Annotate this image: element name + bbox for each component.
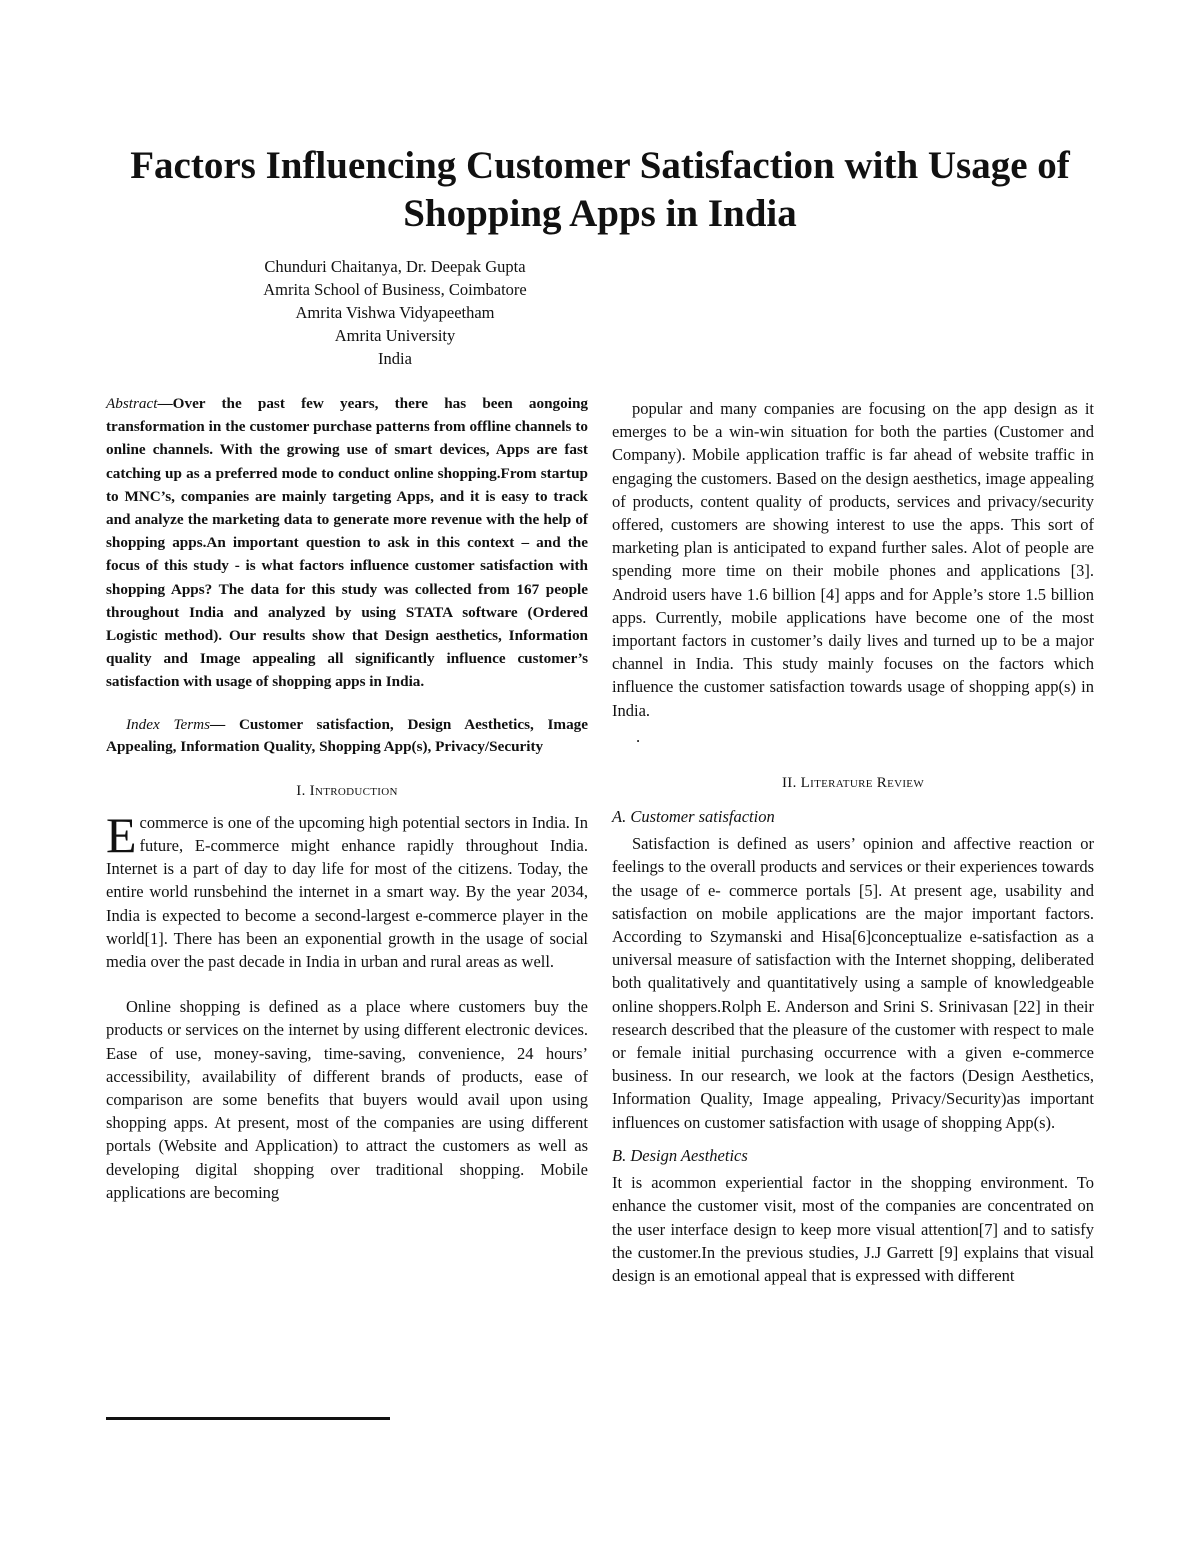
subsection-heading-customer-satisfaction: A. Customer satisfaction: [612, 807, 775, 827]
abstract: [106, 392, 588, 694]
intro-paragraph-1-text: commerce is one of the upcoming high potential sectors in India. In future, E-commerce might enhance rapidly throughout India. Internet is a part of day to day life for most of the citizens. Today, the entire world runsbehind the internet in a smart way. By the year 2034, India is expected to become a second-largest e-commerce player in the world[1]. There has been an exponential growth in the usage of social media over the past decade in India in urban and rural areas as well.: [106, 812, 588, 972]
design-aesthetics-paragraph: It is acommon experiential factor in the shopping environment. To enhance the customer visit, most of the companies are concentrated on the user interface design to keep more visual attention[7] and to satisfy the customer.In the previous studies, J.J Garrett [9] explains that visual design is an emotional appeal that is expressed with different: [612, 1173, 1094, 1285]
index-terms-body: — Customer satisfaction, Design Aesthetics, Image Appealing, Information Quality, Shopping App(s), Privacy/Security: [106, 715, 589, 755]
author-names: Chunduri Chaitanya, Dr. Deepak Gupta: [264, 257, 526, 276]
affiliation-institution: Amrita Vishwa Vidyapeetham: [295, 303, 495, 322]
section-heading-introduction: I. Introduction: [296, 782, 398, 799]
affiliation-country: India: [378, 349, 412, 368]
index-terms-label: Index Terms: [126, 715, 211, 733]
author-block: [195, 255, 595, 370]
index-terms: [106, 714, 588, 758]
left-column: [106, 392, 588, 1204]
customer-satisfaction-paragraph: Satisfaction is defined as users’ opinion and affective reaction or feelings to the overall products and services or their experiences towards the usage of e- commerce portals [5]. At present age, usability and satisfaction on mobile applications are the major important factors. According to Szymanski and Hisa[6]conceptualize e-satisfaction as a universal measure of satisfaction with the Internet shopping, deliberated both qualitatively and quantitatively using a sample of knowledgeable online shoppers.Rolph E. Anderson and Srini S. Srinivasan [22] in their research described that the pleasure of the customer with respect to male or female initial purchasing occurrence with a given e-commerce business. In our research, we look at the factors (Design Aesthetics, Information Quality, Image appealing, Privacy/Security)as important influences on customer satisfaction with usage of shopping App(s).: [612, 834, 1094, 1132]
paper-title: Factors Influencing Customer Satisfaction with Usage of Shopping Apps in India: [130, 144, 1070, 235]
drop-cap: E: [106, 806, 137, 863]
right-column: [612, 397, 1094, 1287]
affiliation-university: Amrita University: [334, 326, 456, 345]
footnote-rule: [106, 1417, 390, 1420]
section-heading-literature-review: II. Literature Review: [781, 774, 925, 791]
intro-paragraph-2: Online shopping is defined as a place where customers buy the products or services on the internet by using different electronic devices. Ease of use, money-saving, time-saving, convenience, 24 hours’ accessibility, availability of different brands of products, ease of comparison are some benefits that buyers would avail upon using shopping apps. At present, most of the companies are using different portals (Website and Application) to attract the customers as well as developing digital shopping over traditional shopping. Mobile applications are becoming: [106, 997, 588, 1202]
intro-paragraph-1: [106, 806, 588, 973]
abstract-label: Abstract: [106, 395, 158, 412]
subsection-heading-design-aesthetics: B. Design Aesthetics: [612, 1145, 748, 1165]
abstract-body: —Over the past few years, there has been aongoing transformation in the customer purchase patterns from offline channels to online channels. With the growing use of smart devices, Apps are fast catching up as a preferred mode to conduct online shopping.From startup to MNC’s, companies are mainly targeting Apps, and it is easy to track and analyze the marketing data to generate more revenue with the help of shopping apps.An important question to ask in this context – and the focus of this study - is what factors influence customer satisfaction with shopping Apps? The data for this study was collected from 167 people throughout India and analyzed by using STATA software (Ordered Logistic method). Our results show that Design aesthetics, Information quality and Image appealing all significantly influence customer’s satisfaction with usage of shopping apps in India.: [106, 395, 588, 691]
affiliation-school: Amrita School of Business, Coimbatore: [263, 280, 527, 299]
stray-mark: .: [636, 726, 641, 746]
intro-paragraph-continued: popular and many companies are focusing on the app design as it emerges to be a win-win situation for both the parties (Customer and Company). Mobile application traffic is far ahead of website traffic in engaging the customers. Based on the design aesthetics, image appealing of products, content quality of products, services and privacy/security offered, customers are showing interest to use the apps. This sort of marketing plan is anticipated to expand further sales. Alot of people are spending more time on their mobile phones and applications [3]. Android users have 1.6 billion [4] apps and for Apple’s store 1.5 billion apps. Currently, mobile applications have become one of the most important factors in customer’s daily lives and turned up to be a major channel in India. This study mainly focuses on the factors which influence the customer satisfaction towards usage of shopping app(s) in India.: [612, 399, 1094, 720]
